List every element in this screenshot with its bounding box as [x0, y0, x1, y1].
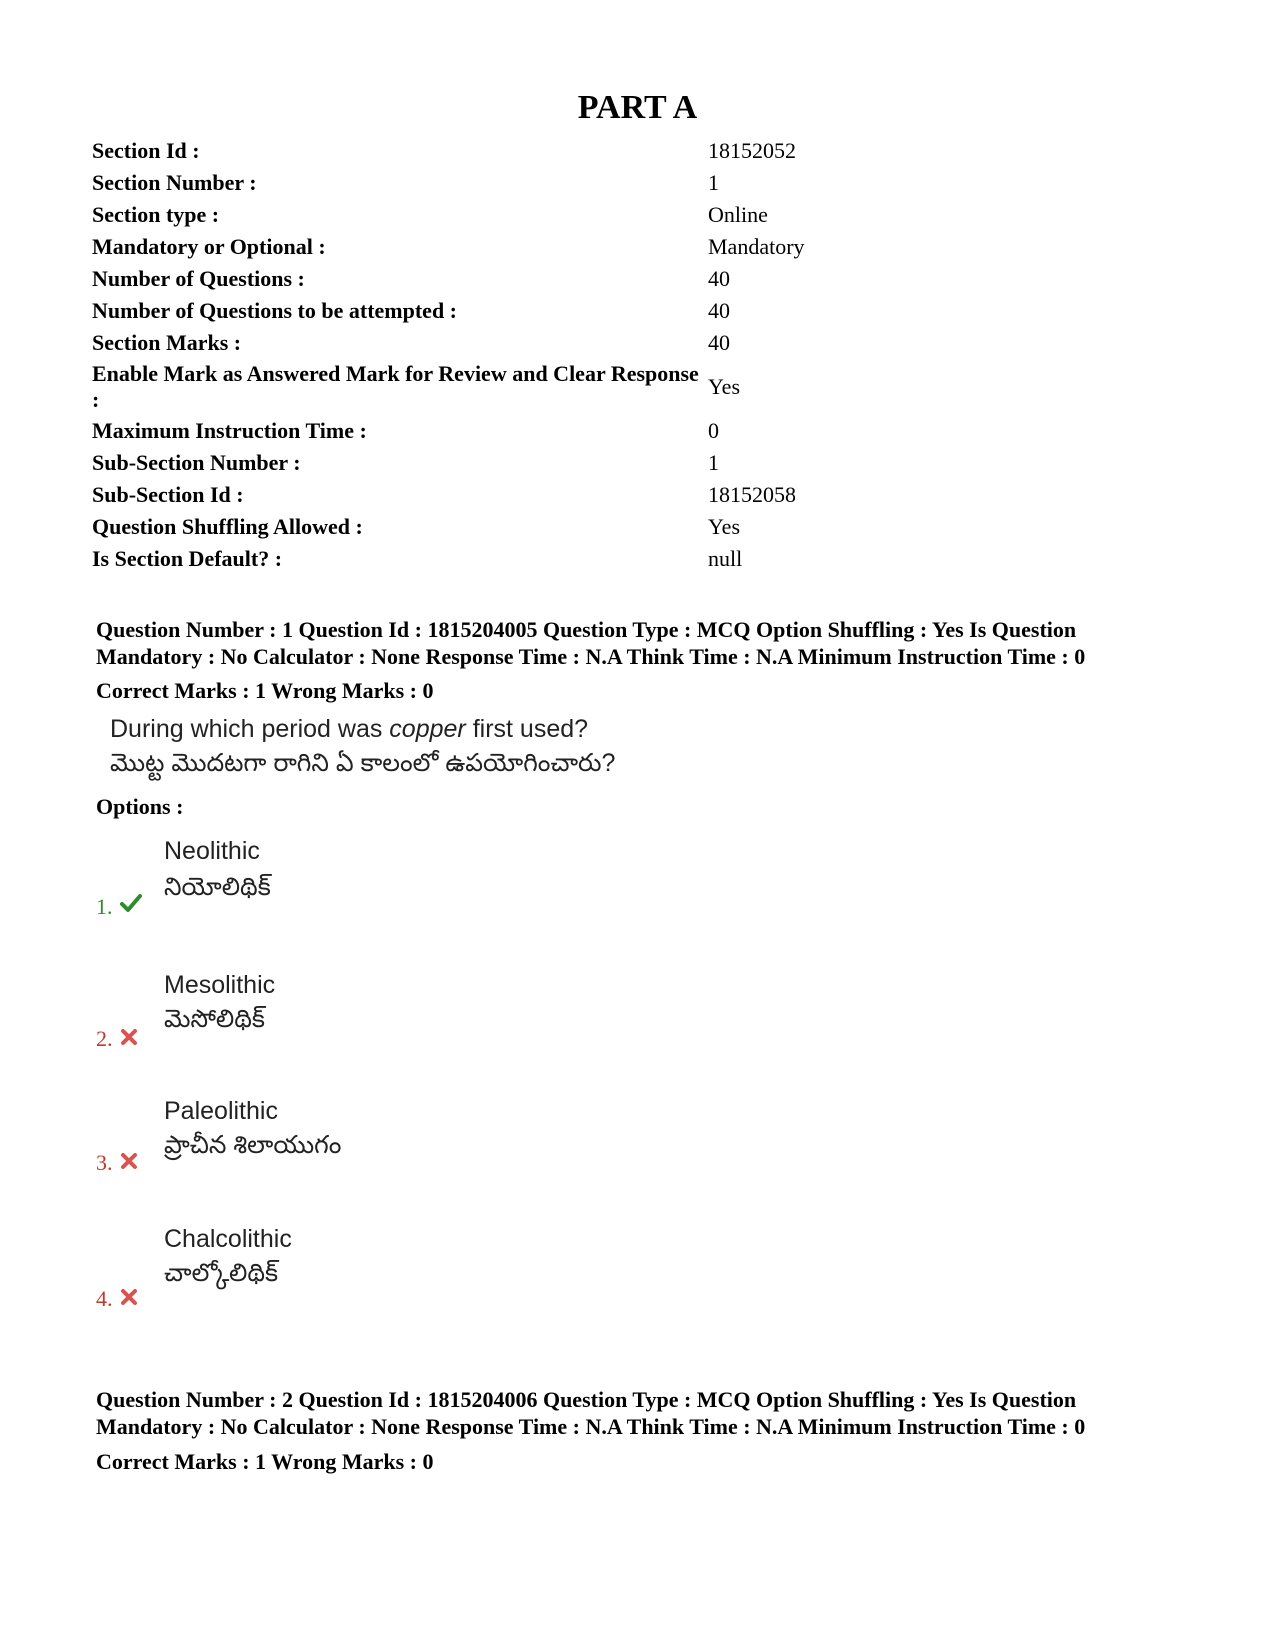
info-label: Question Shuffling Allowed : — [92, 514, 363, 539]
options-label: Options : — [96, 794, 184, 819]
info-value: Yes — [708, 514, 741, 539]
info-row — [92, 135, 832, 167]
info-label: Number of Questions : — [92, 266, 305, 291]
info-row — [92, 231, 832, 263]
info-row — [92, 327, 832, 359]
info-row — [92, 263, 832, 295]
info-label: Enable Mark as Answered Mark for Review and Clear Response : — [92, 361, 699, 412]
info-value: 1 — [708, 170, 719, 195]
info-row — [92, 447, 832, 479]
option-2-number: 2. — [96, 1026, 113, 1051]
option-4-text-en: Chalcolithic — [164, 1225, 292, 1253]
info-value: Online — [708, 202, 768, 227]
info-row — [92, 511, 832, 543]
info-value: 40 — [708, 330, 730, 355]
info-value: 18152058 — [708, 482, 796, 507]
question-1-marks: Correct Marks : 1 Wrong Marks : 0 — [96, 678, 434, 703]
info-value: Mandatory — [708, 234, 805, 259]
option-3 — [96, 1096, 696, 1216]
info-label: Section Id : — [92, 138, 200, 163]
option-2 — [96, 970, 696, 1090]
cross-icon — [120, 1288, 138, 1306]
option-4-number: 4. — [96, 1286, 113, 1311]
info-row — [92, 295, 832, 327]
option-3-text-te: ప్రాచీన శిలాయుగం — [164, 1131, 342, 1159]
page-title: PART A — [577, 89, 698, 126]
info-value: 40 — [708, 266, 730, 291]
option-4-text-te: చాల్కోలిథిక్ — [164, 1259, 279, 1287]
question-1-meta: Question Number : 1 Question Id : 1815204005 Question Type : MCQ Option Shuffling : Yes Is Question Mandatory : No Calculator : None Response Time : N.A Think Time : N.A Minimum Instruction Time : 0 — [96, 617, 1086, 669]
question-2-meta: Question Number : 2 Question Id : 1815204006 Question Type : MCQ Option Shuffling : Yes Is Question Mandatory : No Calculator : None Response Time : N.A Think Time : N.A Minimum Instruction Time : 0 — [96, 1387, 1086, 1439]
info-value: null — [708, 546, 743, 571]
question-1-text-en: During which period was copper first used? — [110, 715, 589, 743]
info-row — [92, 199, 832, 231]
check-icon — [120, 892, 142, 914]
cross-icon — [120, 1152, 138, 1170]
info-value: 0 — [708, 418, 719, 443]
info-row — [92, 415, 832, 447]
cross-icon — [120, 1028, 138, 1046]
info-row — [92, 543, 832, 575]
option-1 — [96, 836, 696, 956]
option-2-text-te: మెసోలిథిక్ — [164, 1005, 265, 1033]
option-2-text-en: Mesolithic — [164, 971, 276, 999]
info-row — [92, 167, 832, 199]
info-label: Maximum Instruction Time : — [92, 418, 367, 443]
info-label: Section Number : — [92, 170, 257, 195]
info-value: 40 — [708, 298, 730, 323]
info-label: Is Section Default? : — [92, 546, 283, 571]
option-1-number: 1. — [96, 894, 113, 919]
option-3-number: 3. — [96, 1150, 113, 1175]
question-2-marks: Correct Marks : 1 Wrong Marks : 0 — [96, 1449, 434, 1474]
info-value: 1 — [708, 450, 719, 475]
info-label: Mandatory or Optional : — [92, 234, 326, 259]
question-1-text-te: మొట్ట మొదటగా రాగిని ఏ కాలంలో ఉపయోగించారు? — [110, 749, 616, 777]
option-4 — [96, 1224, 696, 1344]
section-info-table — [92, 135, 832, 575]
info-value: 18152052 — [708, 138, 796, 163]
info-label: Section type : — [92, 202, 220, 227]
option-1-text-te: నియోలిథిక్ — [164, 873, 271, 901]
info-label: Number of Questions to be attempted : — [92, 298, 458, 323]
question-1-text — [110, 712, 615, 780]
info-label: Sub-Section Id : — [92, 482, 244, 507]
option-1-text-en: Neolithic — [164, 837, 260, 865]
info-label: Sub-Section Number : — [92, 450, 301, 475]
info-row — [92, 359, 832, 415]
info-label: Section Marks : — [92, 330, 242, 355]
info-value: Yes — [708, 374, 741, 399]
option-3-text-en: Paleolithic — [164, 1097, 278, 1125]
info-row — [92, 479, 832, 511]
